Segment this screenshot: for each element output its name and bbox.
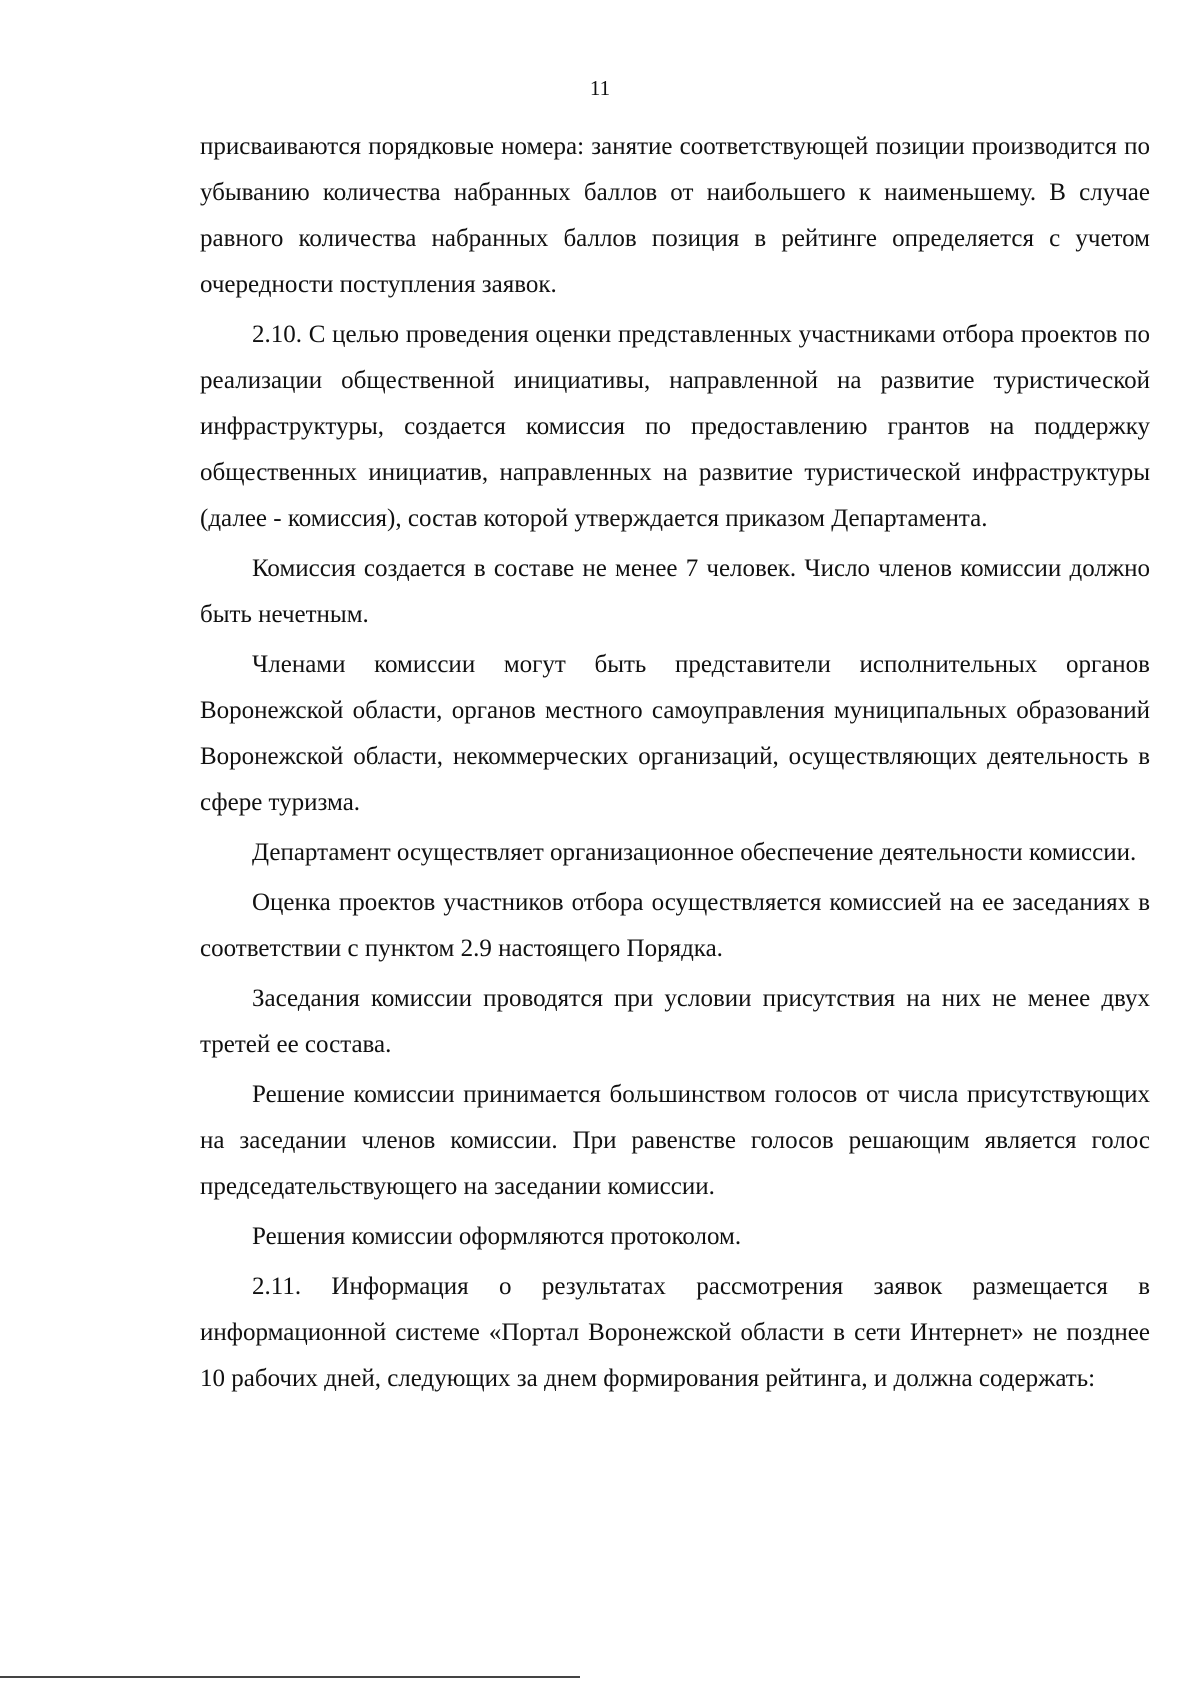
paragraph-commission-members: Членами комиссии могут быть представители исполнительных органов Воронежской области, органов местного самоуправления муниципальных образований Воронежской области, некоммерческих организаций, осуществляющих деятельность в сфере туризма. [200,651,1150,816]
paragraph-2-11-results-publication: 2.11. Информация о результатах рассмотрения заявок размещается в информационной системе «Портал Воронежской области в сети Интернет» не позднее 10 рабочих дней, следующих за днем формирования рейтинга, и должна содержать: [200,1273,1150,1392]
paragraph-2-10-commission: 2.10. С целью проведения оценки представленных участниками отбора проектов по реализации общественной инициативы, направленной на развитие туристической инфраструктуры, создается комиссия по предоставлению грантов на поддержку общественных инициатив, направленных на развитие туристической инфраструктуры (далее - комиссия), состав которой утверждается приказом Департамента. [200,321,1150,532]
page-number: 11 [589,76,611,100]
paragraph-decision-voting: Решение комиссии принимается большинством голосов от числа присутствующих на заседании членов комиссии. При равенстве голосов решающим является голос председательствующего на заседании комиссии. [200,1081,1150,1200]
paragraph-quorum: Заседания комиссии проводятся при условии присутствия на них не менее двух третей ее состава. [200,985,1150,1058]
paragraph-department-support: Департамент осуществляет организационное обеспечение деятельности комиссии. [252,839,1137,866]
paragraph-commission-size: Комиссия создается в составе не менее 7 человек. Число членов комиссии должно быть нечетным. [200,555,1150,628]
paragraph-project-evaluation: Оценка проектов участников отбора осуществляется комиссией на ее заседаниях в соответствии с пунктом 2.9 настоящего Порядка. [200,889,1150,962]
footer-rule [0,1676,580,1678]
paragraph-protocol: Решения комиссии оформляются протоколом. [252,1223,742,1250]
paragraph-ranking-continuation: присваиваются порядковые номера: занятие соответствующей позиции производится по убыванию количества набранных баллов от наибольшего к наименьшему. В случае равного количества набранных баллов позиция в рейтинге определяется с учетом очередности поступления заявок. [200,133,1150,298]
document-body [200,124,1150,1406]
